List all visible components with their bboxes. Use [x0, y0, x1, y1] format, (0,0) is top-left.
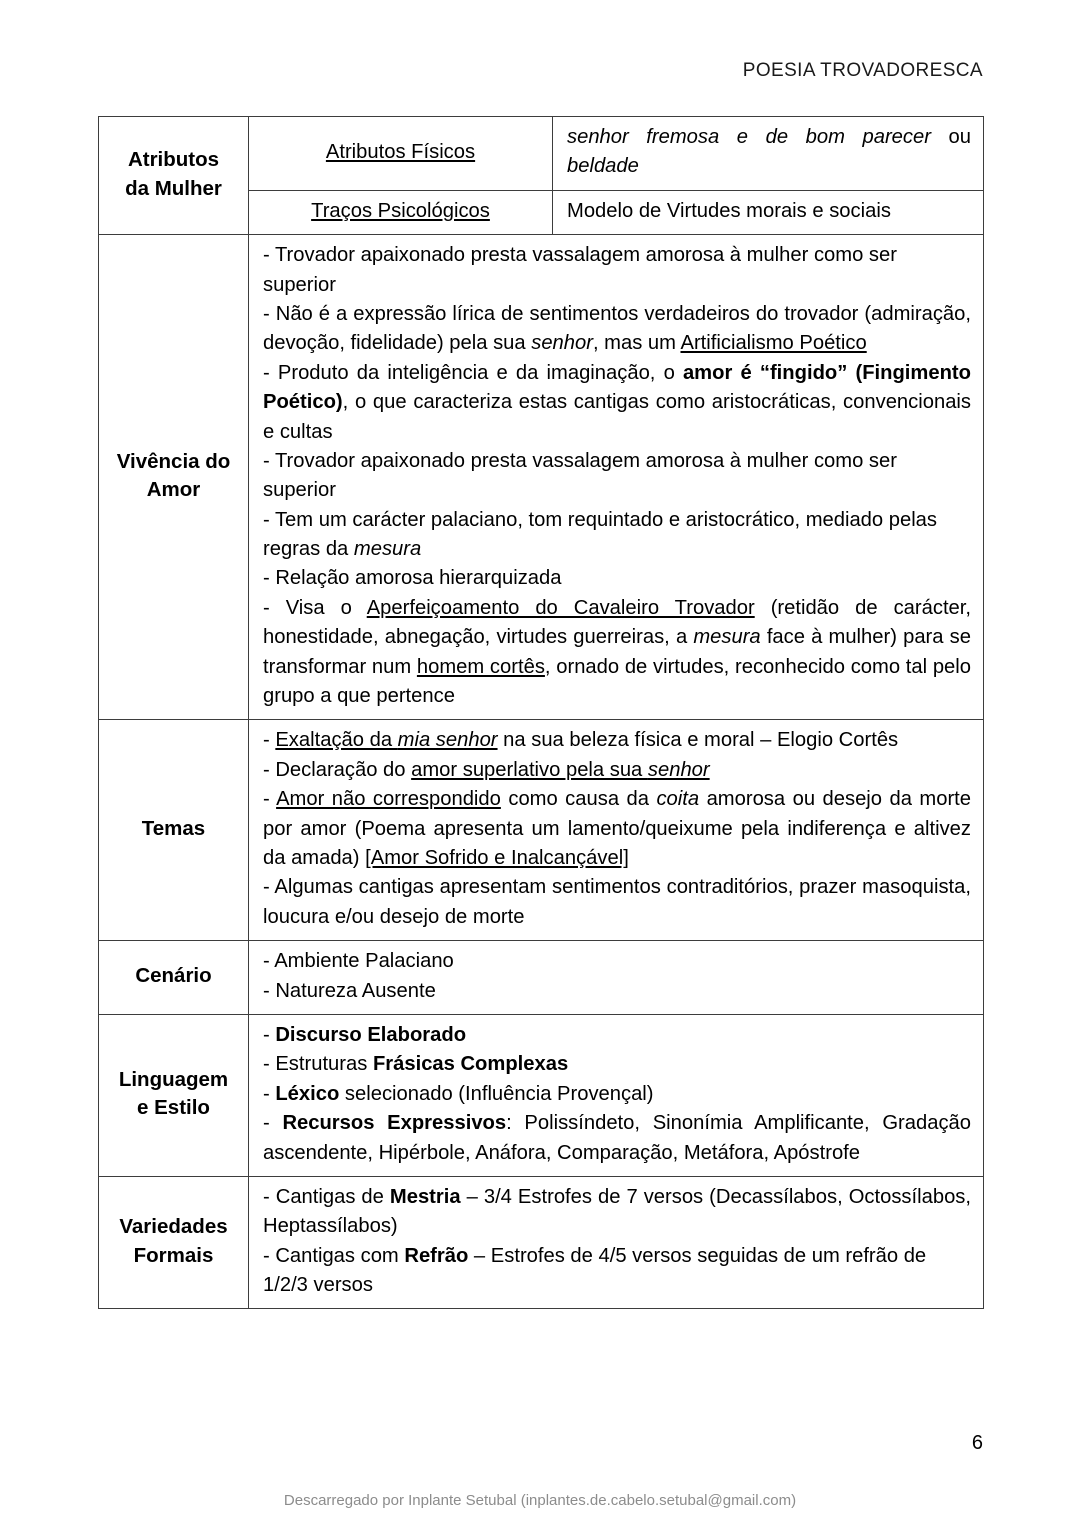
list-item: - Cantigas de Mestria – 3/4 Estrofes de 7 versos (Decassílabos, Octossílabos, Heptassílabos): [263, 1185, 971, 1238]
row-label-line1: Temas: [141, 817, 206, 841]
list-item: - Amor não correspondido como causa da coita amorosa ou desejo da morte por amor (Poema apresenta um lamento/queixume pela indiferença e altivez da amada) [Amor Sofrido e Inalcançável]: [263, 788, 971, 869]
row-label-line1: Vivência do: [116, 450, 231, 474]
row-label-line2: e Estilo: [137, 1096, 210, 1120]
list-item: - Tem um carácter palaciano, tom requintado e aristocrático, mediado pelas regras da mesura: [263, 508, 938, 561]
row-label-temas: [99, 720, 249, 941]
list-item: - Estruturas Frásicas Complexas: [263, 1053, 569, 1076]
list-item: - Produto da inteligência e da imaginação, o amor é “fingido” (Fingimento Poético), o que caracteriza estas cantigas como aristocráticas, convencionais e cultas: [263, 361, 971, 443]
list-item: - Natureza Ausente: [263, 979, 436, 1002]
list-item: - Léxico selecionado (Influência Provençal): [263, 1082, 654, 1105]
poesia-trovadoresca-table: [98, 116, 984, 1309]
row-content-cenario: [249, 941, 984, 1015]
table-row: [99, 1014, 984, 1176]
download-notice: Descarregado por Inplante Setubal (inplantes.de.cabelo.setubal@gmail.com): [283, 1492, 797, 1509]
page-header-title: POESIA TROVADORESCA: [742, 60, 983, 81]
subrow-key-tracos-psicologicos: [249, 190, 553, 234]
table-row: [99, 117, 984, 191]
list-item: - Não é a expressão lírica de sentimentos verdadeiros do trovador (admiração, devoção, fidelidade) pela sua senhor, mas um Artificialismo Poético: [263, 302, 971, 355]
subrow-value-text: Modelo de Virtudes morais e sociais: [567, 199, 891, 222]
row-content-vivencia-do-amor: [249, 235, 984, 720]
list-item: - Visa o Aperfeiçoamento do Cavaleiro Trovador (retidão de carácter, honestidade, abnegação, virtudes guerreiras, a mesura face à mulher) para se transformar num homem cortês, ornado de virtudes, reconhecido como tal pelo grupo a que pertence: [263, 596, 971, 708]
row-label-line1: Linguagem: [118, 1068, 229, 1092]
italic-phrase-senhor-fremosa: senhor fremosa e de bom parecer: [567, 126, 931, 148]
row-label-line1: Atributos: [127, 148, 220, 172]
list-item: - Trovador apaixonado presta vassalagem amorosa à mulher como ser superior: [263, 449, 897, 502]
list-item: - Exaltação da mia senhor na sua beleza física e moral – Elogio Cortês: [263, 729, 899, 752]
table-row: [99, 720, 984, 941]
row-label-line1: Variedades: [119, 1215, 228, 1239]
row-label-variedades-formais: [99, 1176, 249, 1309]
list-item: - Recursos Expressivos: Polissíndeto, Sinonímia Amplificante, Gradação ascendente, Hipérbole, Anáfora, Comparação, Metáfora, Apóstrofe: [263, 1112, 971, 1164]
page-number: 6: [971, 1432, 983, 1454]
row-label-line2: Amor: [146, 478, 201, 502]
list-item: - Relação amorosa hierarquizada: [263, 567, 562, 590]
row-label-linguagem-e-estilo: [99, 1014, 249, 1176]
subrow-key-label: Traços Psicológicos: [311, 199, 490, 222]
row-content-linguagem-e-estilo: [249, 1014, 984, 1176]
subrow-value-atributos-fisicos: senhor fremosa e de bom parecer ou beldade: [553, 117, 984, 191]
subrow-key-label: Atributos Físicos: [325, 140, 476, 163]
row-label-line2: da Mulher: [125, 176, 222, 200]
row-label-vivencia-do-amor: [99, 235, 249, 720]
list-item: - Discurso Elaborado: [263, 1023, 467, 1046]
list-item: - Cantigas com Refrão – Estrofes de 4/5 versos seguidas de um refrão de 1/2/3 versos: [263, 1244, 927, 1297]
row-label-line2: Formais: [133, 1243, 214, 1267]
list-item: - Declaração do amor superlativo pela sua senhor: [263, 758, 710, 781]
table-row: [99, 1176, 984, 1309]
italic-phrase-beldade: beldade: [567, 155, 639, 178]
table-row: [99, 941, 984, 1015]
table-row: [99, 235, 984, 720]
subrow-value-tracos-psicologicos: [553, 190, 984, 234]
subrow-key-atributos-fisicos: [249, 117, 553, 191]
row-label-line1: Cenário: [135, 964, 212, 988]
row-label-atributos-da-mulher: [99, 117, 249, 235]
row-content-temas: [249, 720, 984, 941]
row-label-cenario: [99, 941, 249, 1015]
row-content-variedades-formais: [249, 1176, 984, 1309]
list-item: - Algumas cantigas apresentam sentimentos contraditórios, prazer masoquista, loucura e/ou desejo de morte: [263, 876, 971, 928]
list-item: - Ambiente Palaciano: [263, 950, 454, 973]
list-item: - Trovador apaixonado presta vassalagem amorosa à mulher como ser superior: [263, 244, 897, 296]
